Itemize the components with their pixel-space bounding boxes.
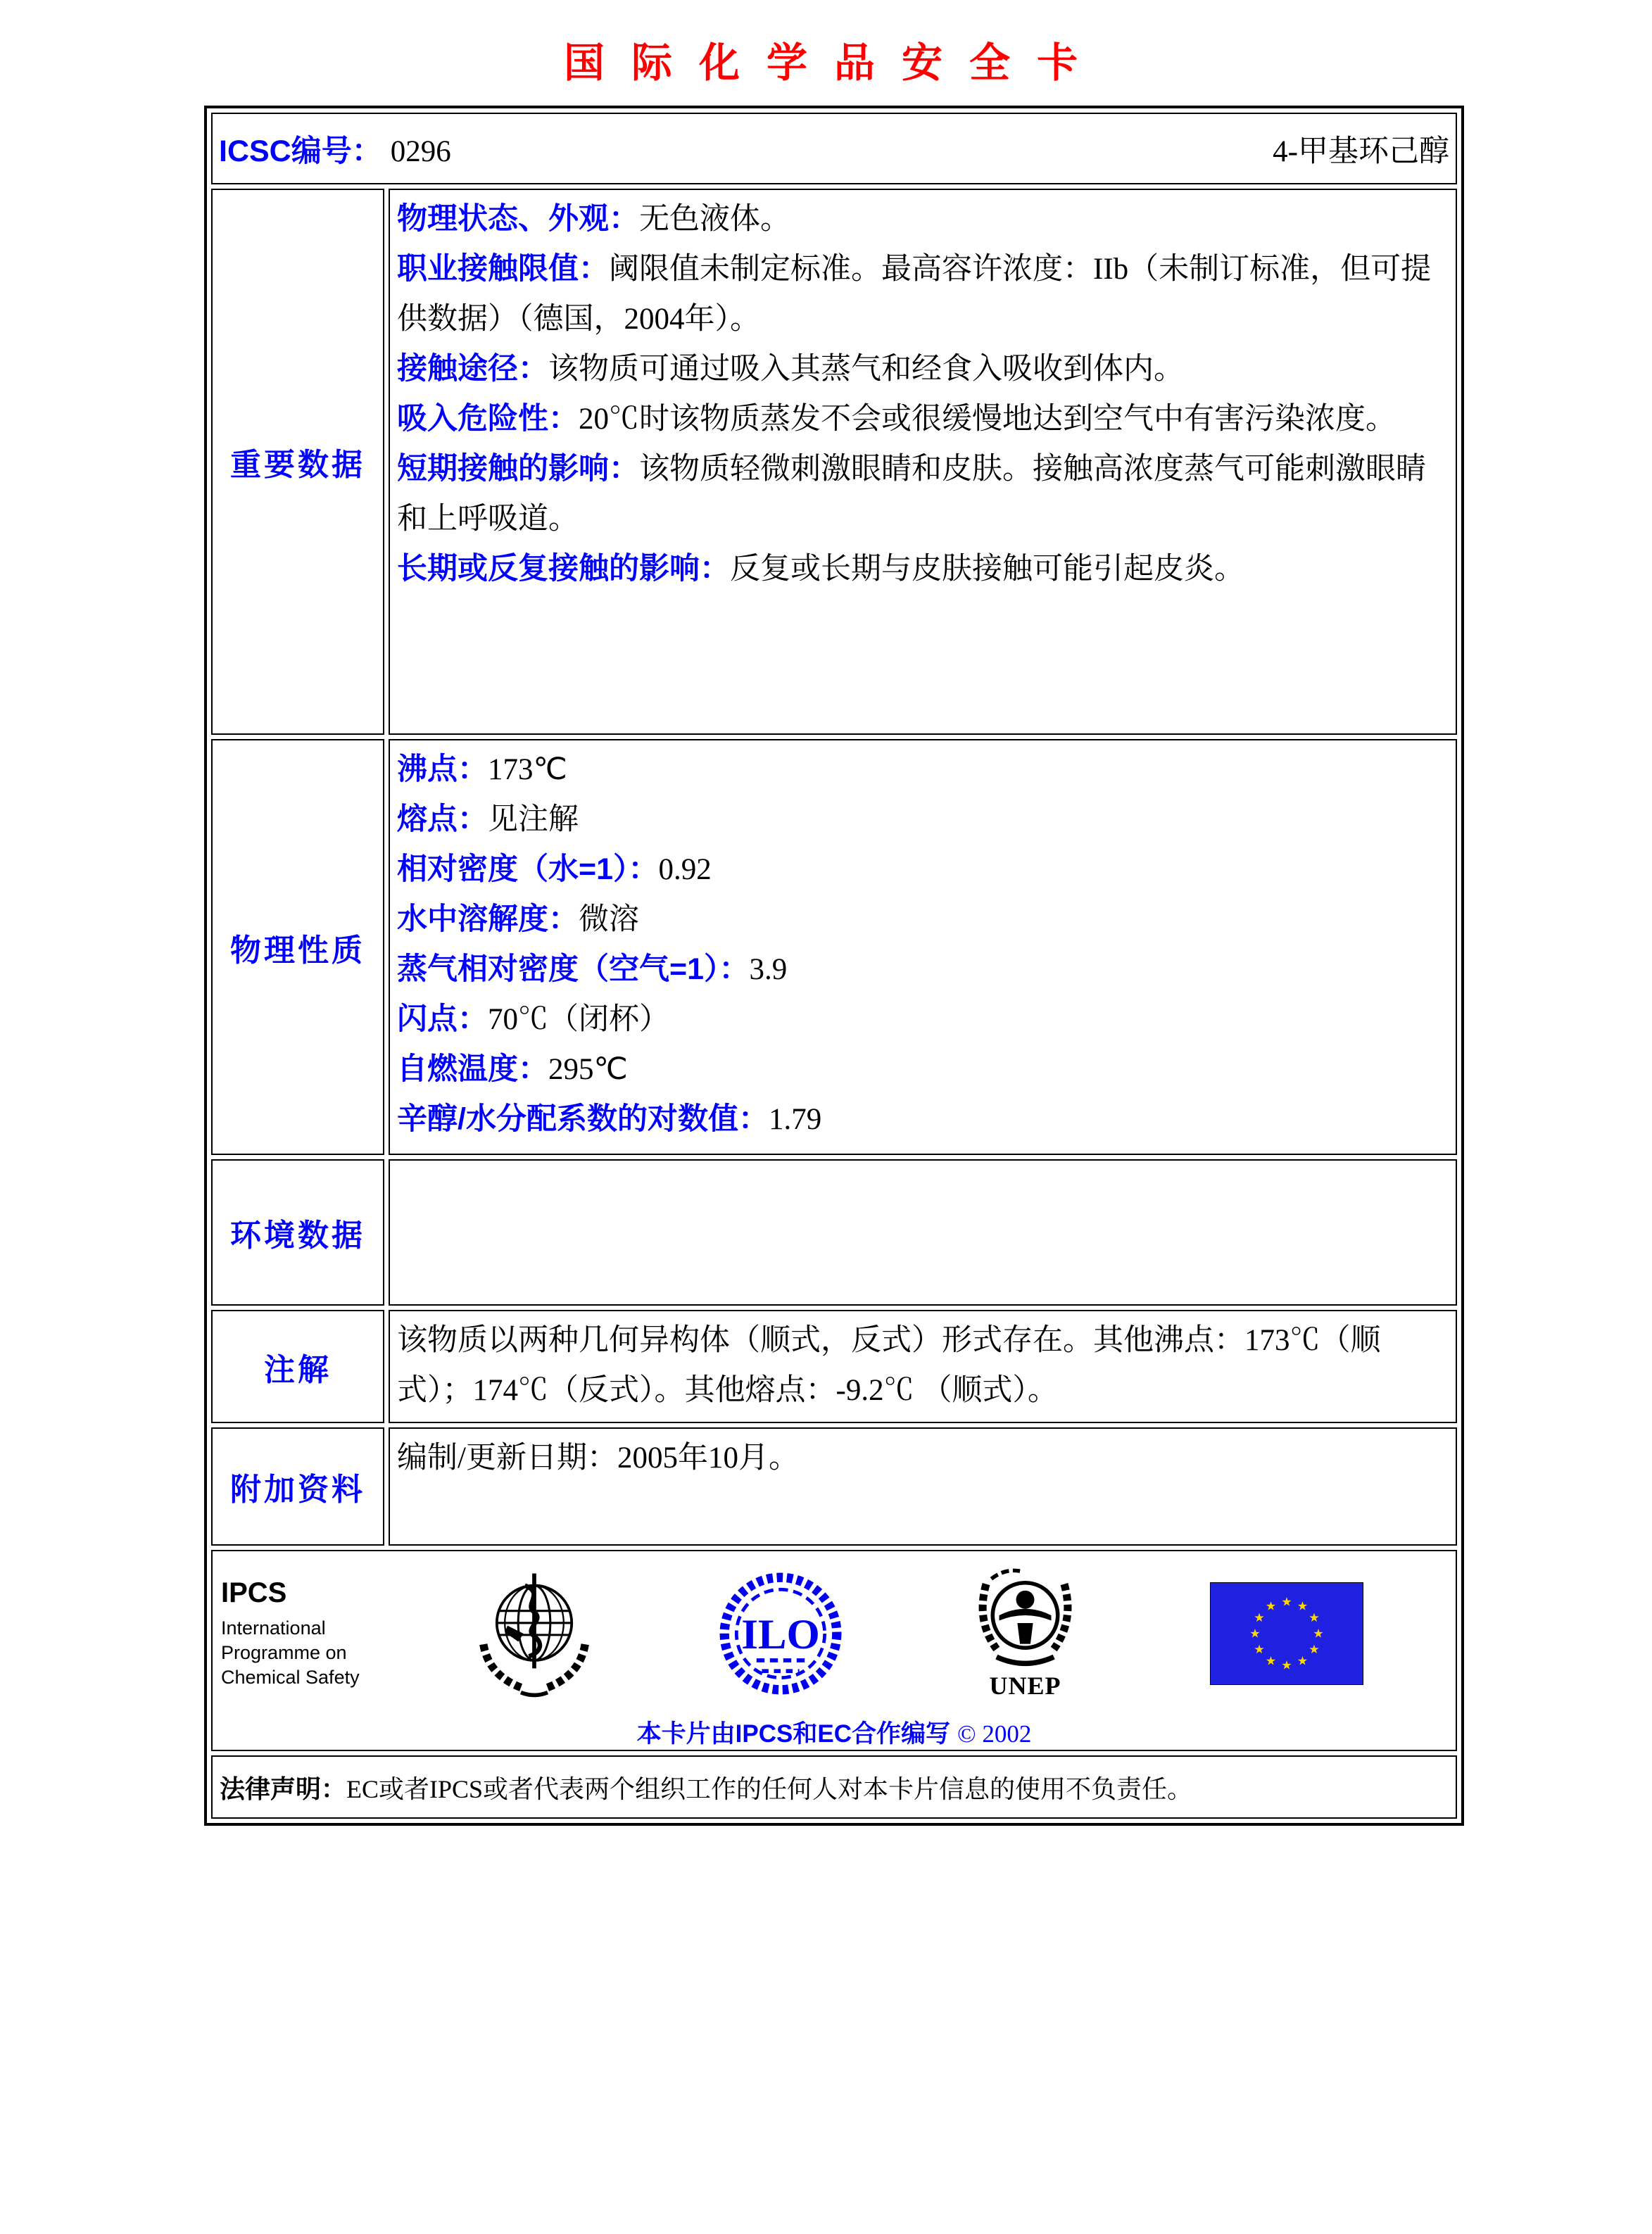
data-line: 接触途径：该物质可通过吸入其蒸气和经食入吸收到体内。 xyxy=(397,352,1184,386)
data-line: 物理状态、外观：无色液体。 xyxy=(397,202,790,236)
property-line: 辛醇/水分配系数的对数值：1.79 xyxy=(397,1102,822,1136)
unep-logo-icon xyxy=(960,1563,1090,1704)
property-line: 蒸气相对密度（空气=1）：3.9 xyxy=(397,952,788,986)
important-data-content xyxy=(389,189,1457,735)
environmental-data-content xyxy=(389,1159,1457,1306)
footer-caption-year: © 2002 xyxy=(957,1720,1032,1748)
property-line: 闪点：70℃（闭杯） xyxy=(397,1002,669,1036)
icsc-number-label: ICSC编号： xyxy=(219,134,382,168)
header-cell xyxy=(211,113,1457,184)
physical-properties-content xyxy=(389,739,1457,1155)
additional-info-row xyxy=(211,1427,1457,1546)
footer-caption-text: 本卡片由IPCS和EC合作编写 xyxy=(636,1720,950,1748)
section-label-additional-info: 附加资料 xyxy=(211,1427,384,1546)
property-line: 自燃温度：295℃ xyxy=(397,1052,628,1086)
who-logo-icon xyxy=(467,1567,601,1700)
notes-row xyxy=(211,1310,1457,1423)
section-label-important-data: 重要数据 xyxy=(211,189,384,735)
ipcs-name-line: Chemical Safety xyxy=(221,1667,360,1688)
data-line: 职业接触限值：阈限值未制定标准。最高容许浓度：IIb（未制订标准，但可提供数据）（德国，2004年）。 xyxy=(397,252,1432,336)
section-label-environmental-data: 环境数据 xyxy=(211,1159,384,1306)
legal-notice-label: 法律声明： xyxy=(220,1774,347,1803)
section-label-notes: 注解 xyxy=(211,1310,384,1423)
property-line: 熔点：见注解 xyxy=(397,802,579,836)
property-line: 水中溶解度：微溶 xyxy=(397,902,639,936)
physical-properties-row xyxy=(211,739,1457,1155)
data-line: 长期或反复接触的影响：反复或长期与皮肤接触可能引起皮炎。 xyxy=(397,552,1244,586)
legal-notice-text: EC或者IPCS或者代表两个组织工作的任何人对本卡片信息的使用不负责任。 xyxy=(346,1774,1193,1803)
icsc-number-group xyxy=(219,127,451,170)
organizations-row xyxy=(211,1550,1457,1751)
header-row xyxy=(211,113,1457,184)
important-data-row xyxy=(211,189,1457,735)
legal-notice-row xyxy=(211,1755,1457,1819)
ipcs-name-line: Programme on xyxy=(221,1642,347,1663)
ipcs-acronym: IPCS xyxy=(221,1577,287,1608)
icsc-card-table xyxy=(204,106,1464,1826)
notes-content: 该物质以两种几何异构体（顺式，反式）形式存在。其他沸点：173℃（顺式）；174℃（反式）。其他熔点：-9.2℃ （顺式）。 xyxy=(389,1310,1457,1423)
icsc-number-value: 0296 xyxy=(390,134,451,168)
property-line: 相对密度（水=1）：0.92 xyxy=(397,852,712,886)
chemical-name: 4-甲基环己醇 xyxy=(1273,134,1449,168)
section-label-physical-properties: 物理性质 xyxy=(211,739,384,1155)
additional-info-content: 编制/更新日期：2005年10月。 xyxy=(389,1427,1457,1546)
ilo-logo-icon xyxy=(714,1567,847,1700)
eu-flag-icon xyxy=(1210,1582,1363,1685)
footer-caption xyxy=(213,1715,1456,1750)
data-line: 吸入危险性：20℃时该物质蒸发不会或很缓慢地达到空气中有害污染浓度。 xyxy=(397,402,1396,436)
data-line: 短期接触的影响：该物质轻微刺激眼睛和皮肤。接触高浓度蒸气可能刺激眼睛和上呼吸道。 xyxy=(397,452,1426,536)
unep-logo-text: UNEP xyxy=(989,1672,1061,1700)
organizations-cell xyxy=(211,1550,1457,1751)
page-title: 国际化学品安全卡 xyxy=(563,40,1104,86)
legal-notice-cell xyxy=(211,1755,1457,1819)
ipcs-name-line: International xyxy=(221,1617,326,1639)
property-line: 沸点：173℃ xyxy=(397,752,567,786)
environmental-data-row xyxy=(211,1159,1457,1306)
ilo-logo-text: ILO xyxy=(741,1610,820,1658)
ipcs-block xyxy=(221,1577,397,1690)
